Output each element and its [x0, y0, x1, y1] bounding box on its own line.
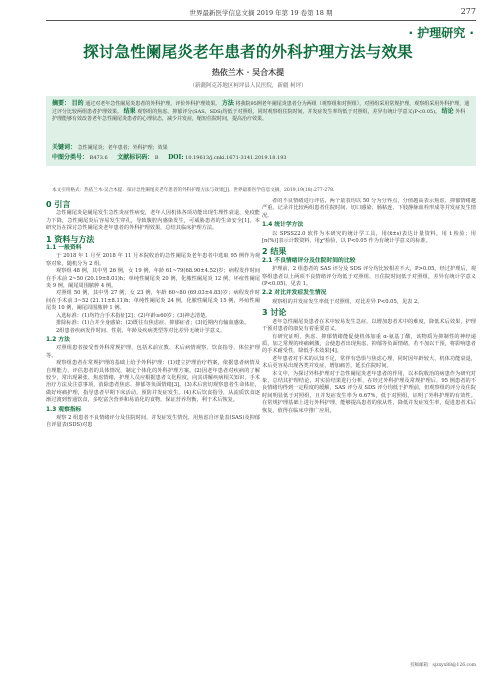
- body-paragraph: 入选标准：(1)均符合手术指征[2]；(2)年龄≥60岁；(3)神志清楚。: [56, 312, 211, 319]
- keywords-line: [52, 144, 470, 152]
- section-heading: 3 讨论: [262, 308, 287, 318]
- doc-value: B: [154, 155, 159, 161]
- body-paragraph: 者的不良情绪进行评估，两个量表均以 50 分为分界点，分值越高表示焦虑、抑郁情绪越严重。记录并比较两组患者住院时间、切口感染、肠粘连、下肢静脉血栓形成等并发症发生情况。: [262, 198, 476, 219]
- classification-line: [52, 154, 470, 162]
- doc-label: 文献标识码：: [117, 154, 154, 161]
- citation-line: 本文引用格式：热依兰木·吴合木提．探讨急性阑尾炎老年患者的外科护理方法与效果[J]．世界最新医学信息文摘，2019,19(18):277-278.: [52, 188, 335, 193]
- body-paragraph: 观察 2 组患者不良情绪评分及住院时间、并发症发生情况。用焦虑自评量表(SAS)及抑郁自评量表(SDS)对患: [46, 414, 260, 429]
- section-heading: 2.1 不良情绪评分及住院时间的比较: [262, 257, 356, 264]
- page-number: 277: [460, 7, 476, 16]
- conclusion-label: 结论: [441, 108, 454, 116]
- body-paragraph: 排除标准：(1)合并全身感染；(2)既往有焦虑症、抑郁症者；(3)近期内有输血感染。: [56, 320, 250, 327]
- article-title: 探讨急性阑尾炎老年患者的外科护理方法与效果: [83, 43, 413, 61]
- section-heading: 1.4 统计学方法: [262, 222, 304, 229]
- body-paragraph: 急性阑尾炎是阑尾发生急性炎症性病变，老年人因机体各项功能出现生理性衰退，免疫能力下降，急性阑尾炎后容易发生穿孔，导致腹腔内感染发生，可威胁患者的生命安全[1]。本研究旨在探讨急性阑尾炎老年患者的外科护理效果，总结其临床护理方法。: [46, 210, 260, 232]
- keywords-label: 关键词：: [52, 144, 77, 151]
- section-heading: 0 引言: [46, 200, 71, 209]
- right-column: [262, 198, 476, 415]
- body-paragraph: 观察组 48 例，其中男 26 例，女 19 例，年龄 61~79(68.90±4.52)岁；病程发作时间在手术前 2~50 (20.19±8.01)h；单纯性阑尾炎 20 例，化脓性阑尾炎 12 例，坏疽性阑尾炎 9 例，阑尾周围脓肿 4 例。: [46, 268, 260, 290]
- body-paragraph: 老年急性阑尾炎患者在术中较易发生急症，以增加患者术中的难度，降低术后效果，护理干预对患者的康复有着重要意义。: [262, 318, 476, 333]
- body-paragraph: 老年患者对手术的认知不足，常伴有恐惧与焦虑心理，同时因年龄较大、机体功能衰退，术后更容易出现各类并发症，增加痛苦，延长住院时间。: [262, 355, 476, 370]
- section-heading: 1.3 观察指标: [46, 406, 82, 413]
- clc-value: R473.6: [89, 155, 108, 161]
- footer-email: 投稿邮箱：sjzxyx88@126.com: [410, 663, 476, 668]
- body-paragraph: 以 SPSS22.0 软件为本研究的统计学工具，用(x̄±s)表达计量资料，用 t 检验；用[n(%)]表示计数资料，用χ²检验，以 P<0.05 作为有统计学意义的标准。: [262, 230, 476, 245]
- column-tag: · 护理研究 ·: [408, 26, 474, 40]
- abstract-label: 摘要：: [52, 100, 71, 107]
- doi-value: 10.19613/j.cnki.1671-3141.2019.18.193: [185, 155, 287, 161]
- running-head: [46, 6, 476, 20]
- body-paragraph: 对照组患者接受普外科常规护理，包括术前宣教、术后病情观察、饮食指导、体位护理等。: [46, 345, 260, 359]
- left-column: [46, 198, 260, 430]
- body-paragraph: 观察组的并发症发生率低于对照组，对比差异 P<0.05，见表 2。: [272, 298, 423, 305]
- clc-label: 中图分类号：: [52, 154, 89, 161]
- journal-name: 世界最新医学信息文摘 2019 年第 19 卷第 18 期: [189, 9, 333, 17]
- section-heading: 1.1 一般资料: [46, 245, 82, 252]
- body-paragraph: 对照组 50 例，其中男 27 例，女 23 例，年龄 60~80 (69.03±4.83)岁；病程发作时间在手术前 3~52 (21.11±8.11)h；单纯性阑尾炎 24 例，化脓性阑尾炎 15 例，坏疽性阑尾炎 10 例，阑尾周围脓肿 1 例。: [46, 290, 260, 312]
- abstract-box: [46, 96, 476, 166]
- affiliation: （新疆阿克苏地区柯坪县人民医院，新疆 柯坪）: [189, 83, 307, 89]
- body-paragraph: 有研究证明，焦虑、抑郁情绪能促使机体加重 α-氨基丁酸，该物质为抑制性的神经递质，加之常规的疼痛刺激，会使患者出现焦虑、抑郁等负面情绪，若不加以干预，将影响患者的手术耐受性，降低手术效果[4]。: [262, 333, 476, 355]
- abstract-objective: 通过对老年急性阑尾炎患者的外科护理，评价外科护理效果。: [85, 101, 221, 107]
- abstract-methods: 将我院95例老年阑尾炎患者分为两组（观察组和对照组），对照组采用常规护理，观察组采用外科护理，通过评分比较两组患者护理效果。: [52, 101, 470, 116]
- results-label: 结果: [123, 108, 136, 116]
- header-rule: [46, 20, 476, 21]
- body-paragraph: 2组患者疾病发作时间、性别、年龄及疾病类型等对比差异无统计学意义。: [56, 327, 226, 334]
- section-heading: 1 资料与方法: [46, 234, 95, 244]
- keywords-text: 急性阑尾炎；老年患者；外科护理；效果: [77, 145, 168, 151]
- objective-label: 目的: [71, 100, 84, 107]
- abstract-text: [52, 100, 470, 124]
- doi-label: DOI:: [168, 154, 184, 161]
- body-paragraph: 观察组患者在常规护理的基础上给予外科护理：(1)建立护理治疗档案，依据患者病情及自理能力，评估患者的具体情况，制定个体化的外科护理方案。(2)因老年患者对疾病的了解较少，常出现紧张、焦虑情绪，护理人员应根据患者文化程度，向其讲解疾病相关知识、手术治疗方法及注意事项，消除患者焦虑、抑郁等负面情绪[3]。(3)术后密切观察患者生命体征，做好疼痛护理，指导患者早期下床活动，预防并发症发生。(4)术后饮食指导，从流质饮食逐渐过渡到普通饮食，多吃富含营养和易消化的食物，保证营养均衡，利于术后恢复。: [46, 360, 260, 404]
- section-heading: 2.2 对比并发症发生情况: [262, 290, 327, 297]
- body-paragraph: 本文中，为探讨外科护理对于急性阑尾炎老年患者的作用，以本院收治的病患作为研究对象，总结其护理结论，对实验结果进行分析，在经过外科护理及常规护理后，95 例患者的不良情绪均得到一定程度的缓解，SAS 评分及 SDS 评分均低于护理前，但观察组的评分及住院时间明显低于对照组，且并发症发生率为 6.67%，低于对照组，证明了外科护理的有效性。在常规护理基础上进行外科护理，能够提高患者的依从性，降低并发症发生率，促进患者术后恢复，值得在临床中推广应用。: [262, 370, 476, 414]
- abstract-conclusion: 外科护理能够有效改善老年急性阑尾炎患者的心理状态，减少并发症，缩短住院时间，提高治疗效果。: [52, 109, 466, 123]
- section-heading: 1.2 方法: [46, 336, 70, 343]
- section-heading: 2 结果: [262, 247, 287, 257]
- abstract-results: 观察组的焦虑、抑郁评分(SAS、SDS)均低于对照组，同时观察组住院时间、并发症发生率均低于对照组，差异有统计学意义(P<0.05)。: [137, 109, 441, 116]
- authors: 热依兰木 · 吴合木提: [211, 67, 285, 77]
- body-paragraph: 于 2018 年 1 月至 2018 年 11 月本院收治的急性阑尾炎老年患者中选取 95 例作为观察对象，随机分为 2 组。: [46, 253, 260, 267]
- body-paragraph: 护理前，2 组患者的 SAS 评分及 SDS 评分均比较相差不大，P>0.05。经过护理后，观察组患者以上两项不良情绪评分均低于对照组，且住院时间低于对照组，差异有统计学意义(P<0.05)。见表 1。: [262, 266, 476, 288]
- methods-label: 方法: [221, 100, 234, 107]
